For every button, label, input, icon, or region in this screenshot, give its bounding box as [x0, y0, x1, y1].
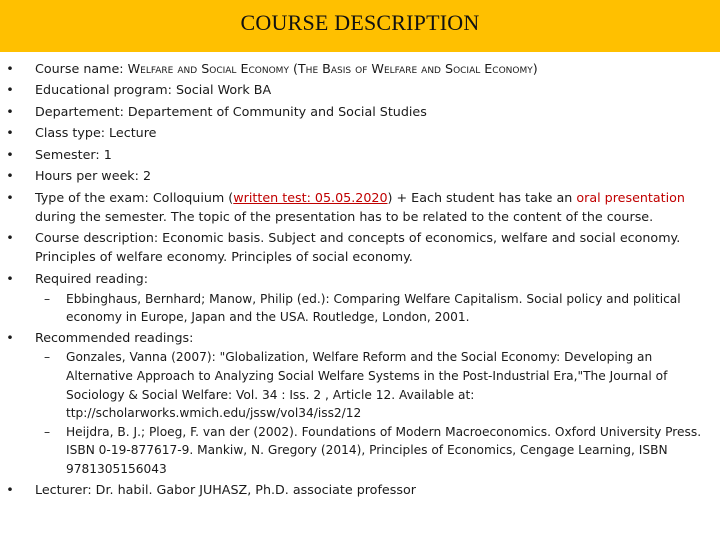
hours-item: [0, 165, 720, 186]
course-description-item: [0, 228, 720, 266]
hours-label: Hours per week:: [35, 168, 143, 184]
course-name-item: [0, 58, 720, 79]
bullet-icon: •: [6, 271, 14, 287]
exam-type-item: [0, 188, 720, 226]
department-text: Departement: Departement of Community and Social Studies: [35, 103, 427, 119]
oral-presentation-highlight: oral presentation: [576, 190, 685, 206]
course-name-value: Welfare and Social Economy (The Basis of Welfare and Social Economy): [127, 61, 538, 76]
required-reading-text: Ebbinghaus, Bernhard; Manow, Philip (ed.): Comparing Welfare Capitalism. Social policy and political economy in Europe, Japan and the USA. Routledge, London, 2001.: [66, 291, 681, 325]
educational-program-text: Educational program: Social Work BA: [35, 82, 272, 98]
recommended-readings-item: [0, 327, 720, 348]
dash-icon: –: [44, 350, 51, 365]
bullet-icon: •: [6, 146, 14, 162]
class-type-text: Class type: Lecture: [35, 125, 157, 141]
course-description-text: Course description: Economic basis. Subject and concepts of economics, welfare and social economy. Principles of welfare economy. Principles of social economy.: [35, 230, 681, 265]
bullet-icon: •: [6, 230, 14, 246]
dash-icon: –: [44, 291, 51, 306]
bullet-icon: •: [6, 190, 14, 206]
bullet-icon: •: [6, 125, 14, 141]
exam-suffix: during the semester. The topic of the presentation has to be related to the content of the course.: [35, 209, 654, 225]
required-reading-entry: [0, 290, 720, 327]
bullet-icon: •: [6, 330, 14, 346]
required-reading-label: Required reading:: [35, 271, 148, 287]
recommended-reading-text: Gonzales, Vanna (2007): "Globalization, Welfare Reform and the Social Economy: Developing an Alternative Approach to Analyzing Social Welfare Systems in the Post-Industrial Era,"The Journal of Sociology & Social Welfare: Vol. 34 : Iss. 2 , Article 12. Available at: ttp://scholarworks.wmich.edu/jssw/vol34/iss2/12: [66, 350, 668, 421]
recommended-reading-text: Heijdra, B. J.; Ploeg, F. van der (2002). Foundations of Modern Macroeconomics. Oxford University Press. ISBN 0-19-877617-9. Mankiw, N. Gregory (2014), Principles of Economics, Cengage Learning, ISBN 9781305156043: [66, 424, 702, 476]
required-reading-item: [0, 268, 720, 289]
exam-prefix: Type of the exam: Colloquium (: [35, 190, 234, 206]
bullet-icon: •: [6, 103, 14, 119]
department-item: [0, 101, 720, 122]
bullet-icon: •: [6, 61, 14, 76]
course-name-label: Course name:: [35, 61, 128, 76]
course-details-list: [0, 58, 720, 500]
bullet-icon: •: [6, 168, 14, 184]
bullet-icon: •: [6, 481, 14, 497]
semester-item: [0, 144, 720, 165]
recommended-reading-entry: [0, 423, 720, 479]
page-title: COURSE DESCRIPTION: [240, 10, 480, 35]
exam-middle: ) + Each student has take an: [387, 190, 577, 206]
educational-program-item: [0, 79, 720, 100]
lecturer-text: Lecturer: Dr. habil. Gabor JUHASZ, Ph.D. associate professor: [35, 481, 416, 497]
semester-text: Semester: 1: [35, 146, 112, 162]
bullet-icon: •: [6, 82, 14, 98]
dash-icon: –: [44, 424, 51, 439]
class-type-item: [0, 122, 720, 143]
hours-value: 2: [142, 168, 152, 184]
recommended-reading-entry: [0, 348, 720, 422]
lecturer-item: [0, 479, 720, 500]
recommended-readings-label: Recommended readings:: [35, 330, 194, 346]
written-test-highlight: written test: 05.05.2020: [233, 190, 388, 206]
